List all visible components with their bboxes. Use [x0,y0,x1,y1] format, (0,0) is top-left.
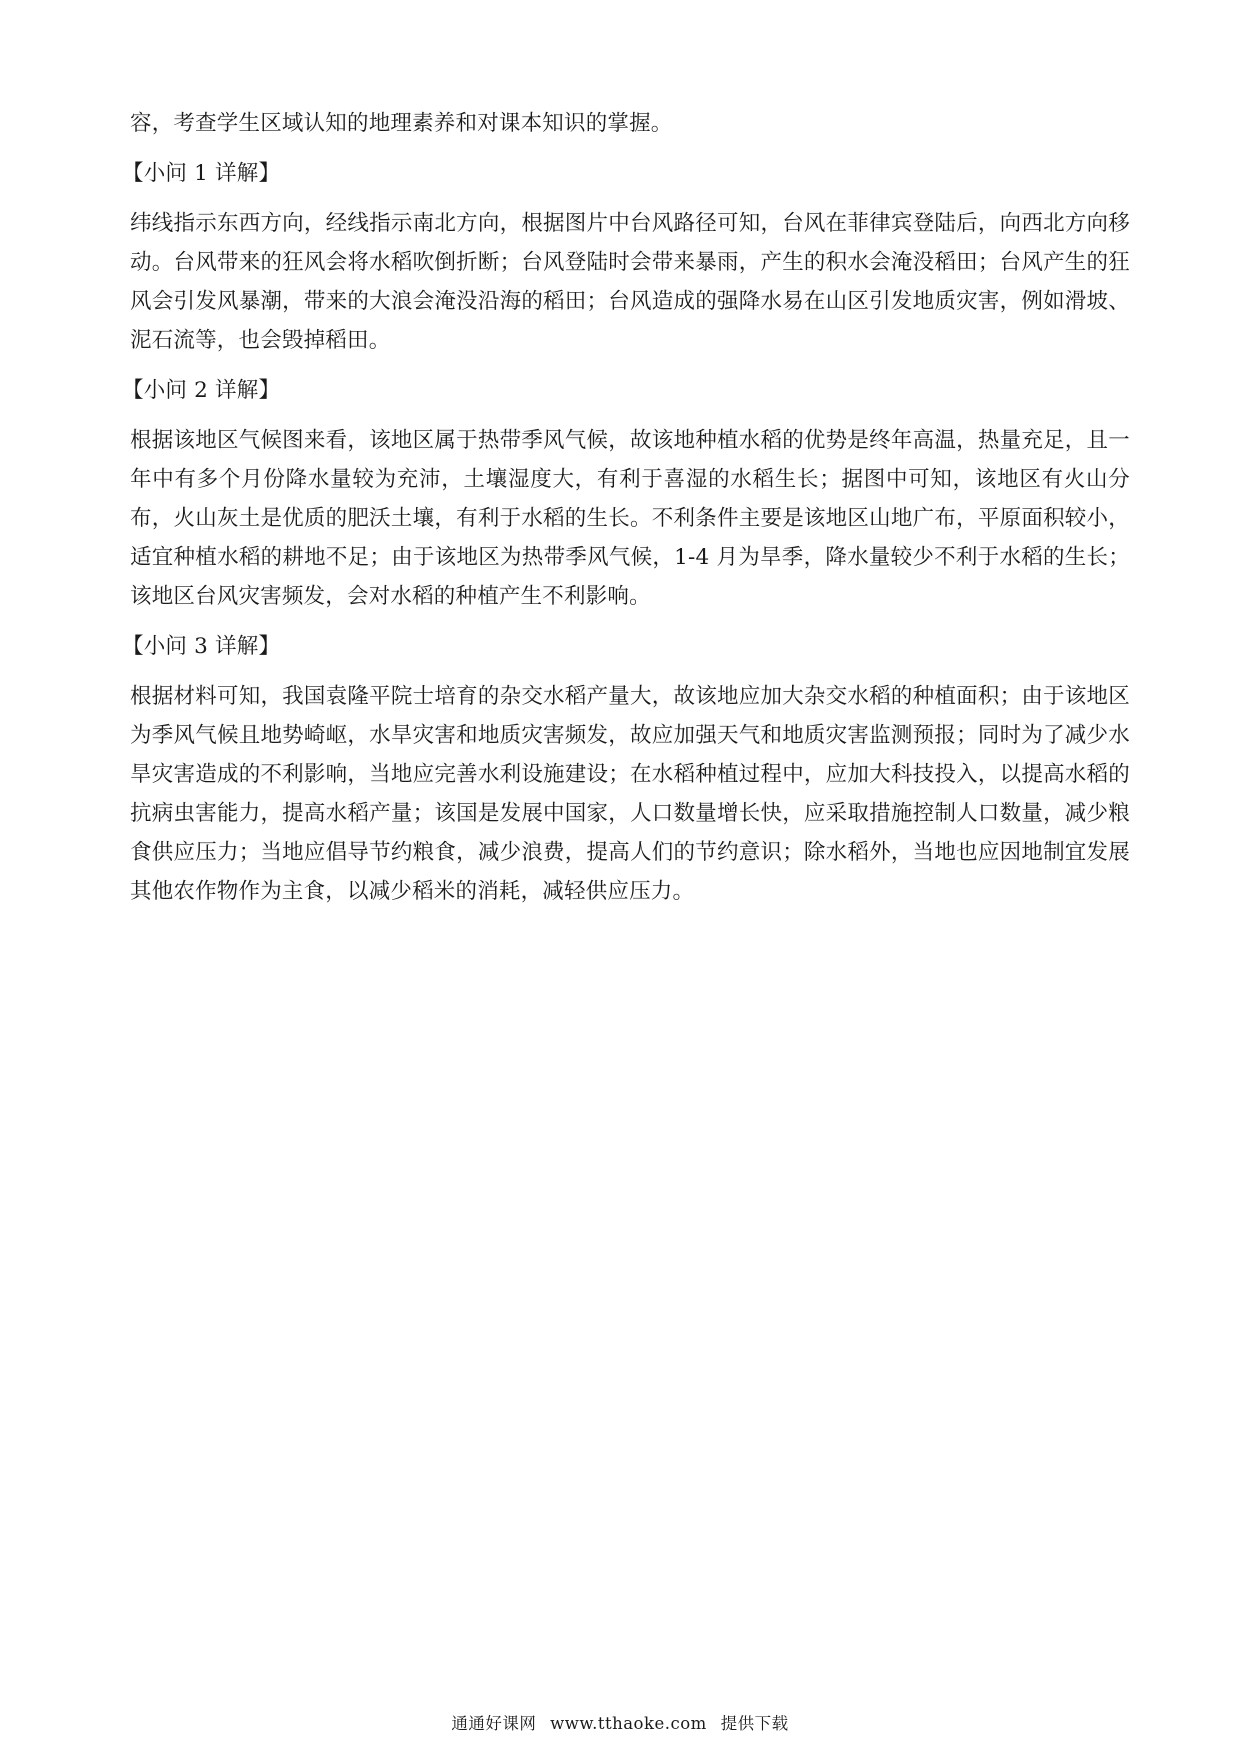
footer-site-name: 通通好课网 [451,1714,537,1733]
document-body [122,104,1130,922]
question-3-heading: 【小问 3 详解】 [122,634,281,659]
question-2-heading: 【小问 2 详解】 [122,378,281,403]
footer-url[interactable]: www.tthaoke.com [550,1714,707,1733]
question-1-answer: 纬线指示东西方向，经线指示南北方向，根据图片中台风路径可知，台风在菲律宾登陆后，向西北方向移动。台风带来的狂风会将水稻吹倒折断；台风登陆时会带来暴雨，产生的积水会淹没稻田；台风产生的狂风会引发风暴潮，带来的大浪会淹没沿海的稻田；台风造成的强降水易在山区引发地质灾害，例如滑坡、泥石流等，也会毁掉稻田。 [130,211,1130,353]
intro-paragraph: 容，考查学生区域认知的地理素养和对课本知识的掌握。 [130,111,673,136]
question-2-answer: 根据该地区气候图来看，该地区属于热带季风气候，故该地种植水稻的优势是终年高温，热量充足，且一年中有多个月份降水量较为充沛，土壤湿度大，有利于喜湿的水稻生长；据图中可知，该地区有火山分布，火山灰土是优质的肥沃土壤，有利于水稻的生长。不利条件主要是该地区山地广布，平原面积较小，适宜种植水稻的耕地不足；由于该地区为热带季风气候，1-4 月为旱季，降水量较少不利于水稻的生长；该地区台风灾害频发，会对水稻的种植产生不利影响。 [130,428,1130,609]
question-1-heading: 【小问 1 详解】 [122,161,281,186]
footer-suffix: 提供下载 [720,1714,789,1733]
page-footer [0,1710,1240,1734]
question-3-answer: 根据材料可知，我国袁隆平院士培育的杂交水稻产量大，故该地应加大杂交水稻的种植面积；由于该地区为季风气候且地势崎岖，水旱灾害和地质灾害频发，故应加强天气和地质灾害监测预报；同时为了减少水旱灾害造成的不利影响，当地应完善水利设施建设；在水稻种植过程中，应加大科技投入，以提高水稻的抗病虫害能力，提高水稻产量；该国是发展中国家，人口数量增长快，应采取措施控制人口数量，减少粮食供应压力；当地应倡导节约粮食，减少浪费，提高人们的节约意识；除水稻外，当地也应因地制宜发展其他农作物作为主食，以减少稻米的消耗，减轻供应压力。 [130,684,1130,904]
